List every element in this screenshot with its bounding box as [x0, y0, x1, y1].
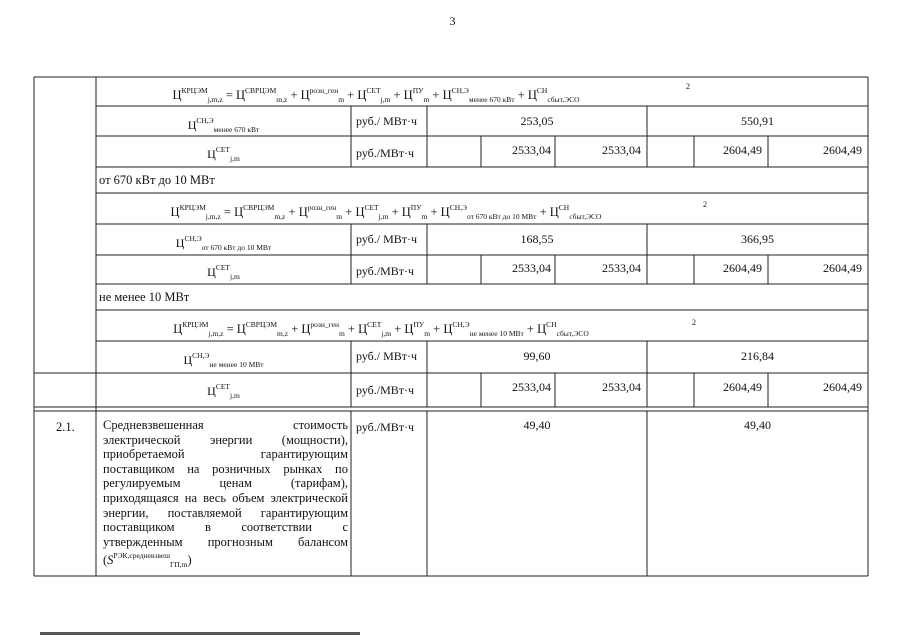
symbol-sne-block3: $Ц^{СН,Э}_{не менее 10 МВт}$: [183, 351, 264, 369]
symbol-set-block2: $Ц^{СЕТ}_{j,m}$: [207, 263, 240, 281]
value-cell: 2604,49: [723, 143, 762, 157]
value-cell: 168,55: [520, 232, 554, 246]
value-cell: 550,91: [741, 114, 774, 128]
unit-cell: руб./ МВт·ч: [356, 114, 418, 128]
value-cell: 2533,04: [512, 261, 551, 275]
unit-cell: руб./МВт·ч: [356, 264, 415, 278]
unit-cell: руб./ МВт·ч: [356, 349, 418, 363]
unit-cell: руб./МВт·ч: [356, 383, 415, 397]
formula-krcem-block3: $Ц^{КРЦЭМ}_{j,m,z} = Ц^{СВРЦЭМ}_{m,z} + Ц^{розн\_ген}_m + Ц^{СЕТ}_{j,m} + Ц^{ПУ}_m + Ц^{СН,Э}_{не менее 10 МВт} + Ц^{СН}_{сбыт,ЭСО}$: [173, 320, 589, 338]
item-description: Средневзвешенная стоимость электрической энергии (мощности), приобретаемой гарантирующим поставщиком на розничных рынках по регулируемым ценам (тарифам), приходящаяся на весь объем электрической энергии, поставляемой гарантирующим поставщиком в соответствии с утвержденным прогнозным балансом $(S^{РЭК,средневзвеш}_{ГП,m})$: [103, 418, 348, 573]
symbol-set-block3: $Ц^{СЕТ}_{j,m}$: [207, 382, 240, 400]
symbol-set-block1: $Ц^{СЕТ}_{j,m}$: [207, 145, 240, 163]
formula-krcem-block2: $Ц^{КРЦЭМ}_{j,m,z} = Ц^{СВРЦЭМ}_{m,z} + Ц^{розн\_ген}_m + Ц^{СЕТ}_{j,m} + Ц^{ПУ}_m + Ц^{СН,Э}_{от 670 кВт до 10 МВт} + Ц^{СН}_{сбыт,ЭСО}$: [170, 203, 602, 221]
value-cell: 2533,04: [602, 143, 641, 157]
unit-cell: руб./МВт·ч: [356, 146, 415, 160]
item-symbol: $(S^{РЭК,средневзвеш}_{ГП,m})$: [103, 551, 192, 570]
value-cell: 2604,49: [823, 261, 862, 275]
value-cell: 2604,49: [823, 380, 862, 394]
unit-cell: руб./МВт·ч: [356, 420, 415, 434]
scan-edge-mark: [40, 632, 360, 635]
section-label: от 670 кВт до 10 МВт: [99, 173, 215, 187]
value-cell: 2604,49: [723, 261, 762, 275]
item-number: 2.1.: [56, 420, 75, 434]
formula-krcem-block1: $Ц^{КРЦЭМ}_{j,m,z} = Ц^{СВРЦЭМ}_{m,z} + Ц^{розн\_ген}_m + Ц^{СЕТ}_{j,m} + Ц^{ПУ}_m + Ц^{СН,Э}_{менее 670 кВт} + Ц^{СН}_{сбыт,ЭСО}$: [172, 86, 580, 104]
footnote-marker: 2: [692, 318, 696, 327]
footnote-marker: 2: [686, 82, 690, 91]
value-cell: 2533,04: [602, 380, 641, 394]
symbol-sne-block2: $Ц^{СН,Э}_{от 670 кВт до 10 МВт}$: [175, 234, 272, 252]
footnote-marker: 2: [703, 200, 707, 209]
value-cell: 99,60: [523, 349, 551, 363]
unit-cell: руб./ МВт·ч: [356, 232, 418, 246]
value-cell: 2533,04: [512, 380, 551, 394]
value-cell: 49,40: [523, 418, 551, 432]
value-cell: 2604,49: [723, 380, 762, 394]
value-cell: 2533,04: [512, 143, 551, 157]
value-cell: 366,95: [741, 232, 774, 246]
value-cell: 2604,49: [823, 143, 862, 157]
value-cell: 49,40: [744, 418, 771, 432]
value-cell: 2533,04: [602, 261, 641, 275]
value-cell: 216,84: [741, 349, 774, 363]
page-number: 3: [449, 14, 456, 28]
value-cell: 253,05: [520, 114, 554, 128]
section-label: не менее 10 МВт: [99, 290, 190, 304]
symbol-sne-block1: $Ц^{СН,Э}_{менее 670 кВт}$: [187, 116, 260, 134]
